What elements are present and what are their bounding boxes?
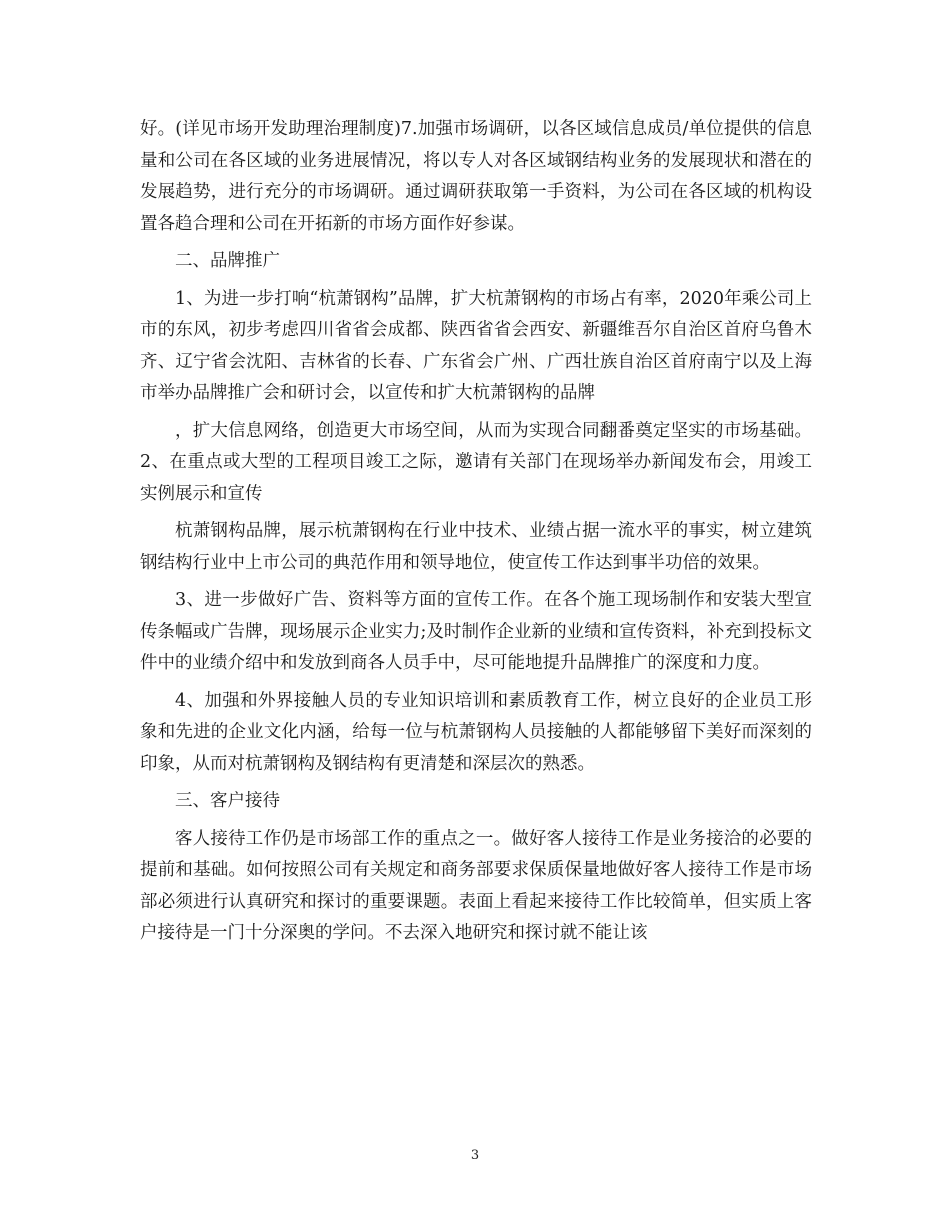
paragraph-brand-item-1: 1、为进一步打响“杭萧钢构”品牌，扩大杭萧钢构的市场占有率，2020年乘公司上市的东风，初步考虑四川省省会成都、陕西省省会西安、新疆维吾尔自治区首府乌鲁木齐、辽宁省会沈阳、吉林省的长春、广东省会广州、广西壮族自治区首府南宁以及上海市举办品牌推广会和研讨会，以宣传和扩大杭萧钢构的品牌	[140, 288, 812, 403]
paragraph-customer-reception: 客人接待工作仍是市场部工作的重点之一。做好客人接待工作是业务接洽的必要的提前和基础。如何按照公司有关规定和商务部要求保质保量地做好客人接待工作是市场部必须进行认真研究和探讨的重要课题。表面上看起来接待工作比较简单，但实质上客户接待是一门十分深奥的学问。不去深入地研究和探讨就不能让该	[140, 828, 812, 943]
section-heading-customer-reception: 三、客户接待	[175, 791, 280, 811]
page-number: 3	[470, 1148, 480, 1163]
section-heading-brand-promotion: 二、品牌推广	[175, 251, 280, 271]
paragraph-brand-item-1-continued: ，扩大信息网络，创造更大市场空间，从而为实现合同翻番奠定坚实的市场基础。2、在重点或大型的工程项目竣工之际，邀请有关部门在现场举办新闻发布会，用竣工实例展示和宣传	[140, 420, 812, 504]
paragraph-market-research: 好。(详见市场开发助理治理制度)7.加强市场调研，以各区域信息成员/单位提供的信息量和公司在各区域的业务进展情况，将以专人对各区域钢结构业务的发展现状和潜在的发展趋势，进行充分的市场调研。通过调研获取第一手资料，为公司在各区域的机构设置各趋合理和公司在开拓新的市场方面作好参谋。	[140, 119, 812, 234]
paragraph-brand-item-2-continued: 杭萧钢构品牌，展示杭萧钢构在行业中技术、业绩占据一流水平的事实，树立建筑钢结构行业中上市公司的典范作用和领导地位，使宣传工作达到事半功倍的效果。	[140, 521, 812, 573]
document-body	[140, 114, 812, 956]
paragraph-brand-item-4: 4、加强和外界接触人员的专业知识培训和素质教育工作，树立良好的企业员工形象和先进的企业文化内涵，给每一位与杭萧钢构人员接触的人都能够留下美好而深刻的印象，从而对杭萧钢构及钢结构有更清楚和深层次的熟悉。	[140, 690, 812, 774]
paragraph-brand-item-3: 3、进一步做好广告、资料等方面的宣传工作。在各个施工现场制作和安装大型宣传条幅或广告牌，现场展示企业实力;及时制作企业新的业绩和宣传资料，补充到投标文件中的业绩介绍中和发放到商各人员手中，尽可能地提升品牌推广的深度和力度。	[140, 590, 812, 673]
